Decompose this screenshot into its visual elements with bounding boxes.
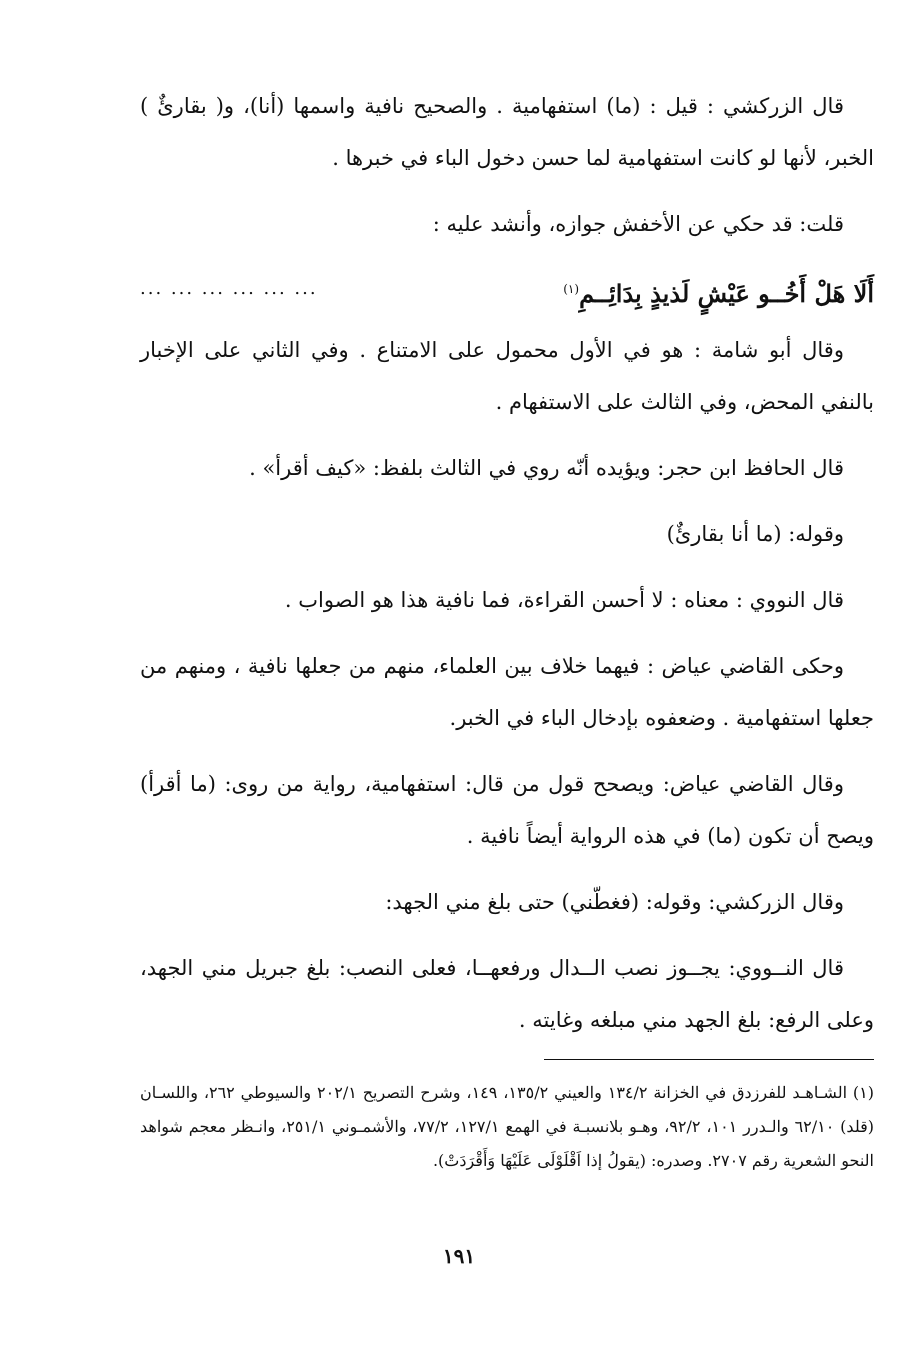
paragraph-zarkashi-2: وقال الزركشي: وقوله: (فغطّني) حتى بلغ مني الجهد: (385, 890, 844, 914)
paragraph-nawawi-1: قال النووي : معناه : لا أحسن القراءة، فما نافية هذا هو الصواب . (284, 588, 844, 612)
paragraph-ibn-hajar: قال الحافظ ابن حجر: ويؤيده أنّه روي في الثالث بلفظ: «كيف أقرأ» . (249, 456, 844, 480)
paragraph-nawawi-2: قال النــووي: يجــوز نصب الــدال ورفعهــا، فعلى النصب: بلغ جبريل مني الجهد، وعلى الرفع: بلغ الجهد مني مبلغه وغايته . (140, 956, 874, 1032)
footnote-ref: (١) (563, 282, 580, 296)
verse-ellipsis: ... ... ... ... ... ... (140, 278, 318, 299)
footnote: (١) الشـاهـد للفرزدق في الخزانة ١٣٤/٢ والعيني ١٣٥/٢، ١٤٩، وشرح التصريح ٢٠٢/١ والسيوطي ٢٦٢، واللسـان (قلد) ٦٢/١٠ والـدرر ١٠١، ٩٢/٢، وهـو بلانسبـة في الهمع ١٢٧/١، ٧٧/٢، والأشمـوني ٢٥١/١، وانـظر معجم شواهد النحو الشعرية رقم ٢٧٠٧. وصدره: (يقولُ إذا اَقْلَوْلَى عَلَيْهَا وَأَقْرَدَتْ). (140, 1083, 875, 1170)
paragraph-zarkashi-1: قال الزركشي : قيل : (ما) استفهامية . والصحيح نافية واسمها (أنا)، و( بقارئٌ ) الخبر، لأنها لو كانت استفهامية لما حسن دخول الباء في خبرها . (140, 94, 874, 170)
paragraph-akhfash: قلت: قد حكي عن الأخفش جوازه، وأنشد عليه : (432, 212, 844, 236)
verse-line (140, 264, 874, 314)
paragraph-qawluhu: وقوله: (ما أنا بقارئٌ) (666, 522, 844, 546)
footnote-divider (544, 1059, 874, 1060)
paragraph-iyad-1: وحكى القاضي عياض : فيهما خلاف بين العلماء، منهم من جعلها نافية ، ومنهم من جعلها استفهامية . وضعفوه بإدخال الباء في الخبر. (140, 654, 874, 730)
paragraph-abu-shama: وقال أبو شامة : هو في الأول محمول على الامتناع . وفي الثاني على الإخبار بالنفي المحض، وفي الثالث على الاستفهام . (140, 338, 874, 414)
main-text (140, 80, 874, 1060)
paragraph-iyad-2: وقال القاضي عياض: ويصحح قول من قال: استفهامية، رواية من روى: (ما أقرأ) ويصح أن تكون (ما) في هذه الرواية أيضاً نافية . (140, 772, 874, 848)
page-number: ١٩١ (442, 1244, 476, 1268)
verse-text: أَلَا هَلْ أَخُــو عَيْشٍ لَذيذٍ بِدَائِــمِ$^{(١)}$ (563, 279, 874, 308)
